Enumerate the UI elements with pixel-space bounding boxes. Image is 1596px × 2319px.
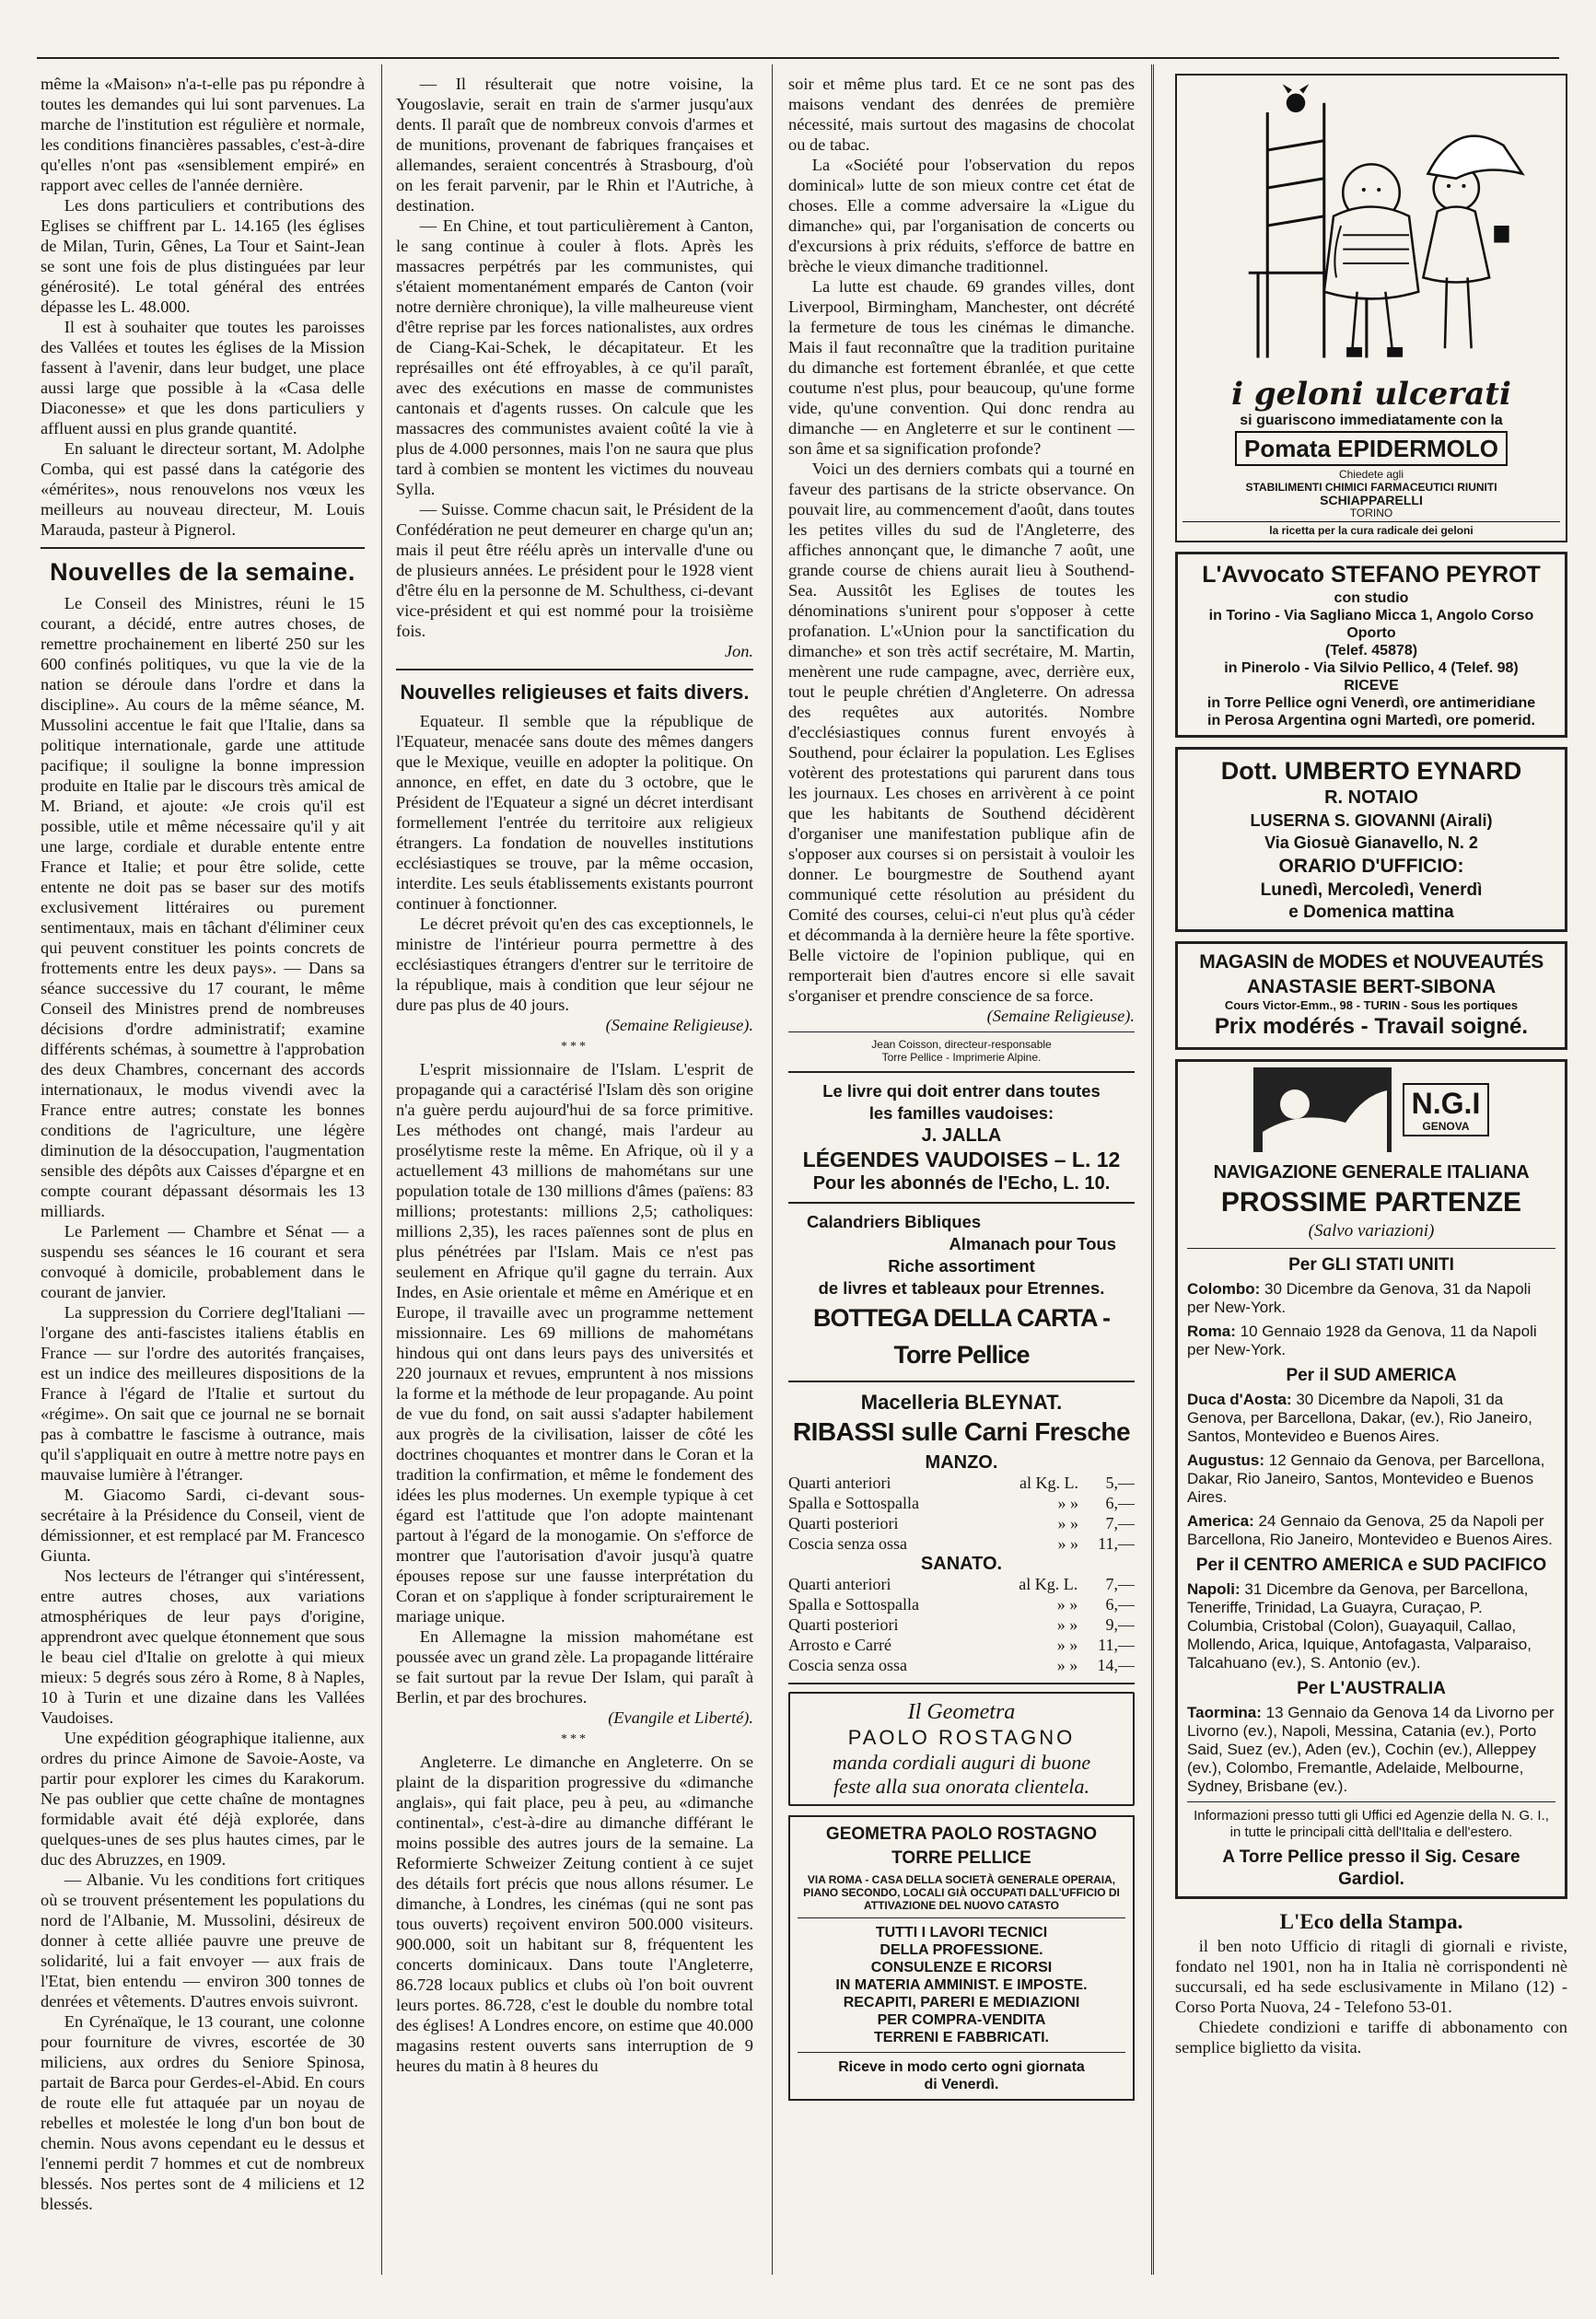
section-rule	[41, 547, 365, 549]
ad-line: di Venerdì.	[924, 2077, 999, 2092]
item-unit: » »	[1056, 1656, 1078, 1674]
departures-list	[1187, 1254, 1555, 1796]
price-table-manzo	[788, 1473, 1135, 1554]
price-row	[788, 1635, 1135, 1655]
rule	[788, 1202, 1135, 1204]
ad-epidermolo	[1175, 74, 1567, 542]
ship-name: Augustus:	[1187, 1451, 1265, 1469]
price-row	[788, 1493, 1135, 1513]
ad-line: MAGASIN de MODES et NOUVEAUTÉS	[1199, 951, 1544, 973]
departure-item	[1187, 1451, 1555, 1507]
ad-line: in Torino - Via Sagliano Micca 1, Angolo Corso Oporto	[1208, 608, 1534, 641]
ad-line: si guariscono immediatamente con la	[1240, 413, 1503, 428]
item-price: 6,—	[1105, 1494, 1135, 1512]
ad-line: in Perosa Argentina ogni Martedì, ore pomerid.	[1207, 713, 1535, 728]
girl-chair-illustration-icon	[1182, 79, 1560, 372]
imprint-director: Jean Coisson, directeur-responsable	[871, 1038, 1052, 1051]
ad-avvocato-peyrot	[1175, 552, 1567, 738]
ad-line: LUSERNA S. GIOVANNI (Airali)	[1250, 811, 1493, 830]
item-name: Coscia senza ossa	[788, 1534, 907, 1553]
ship-name: Colombo:	[1187, 1280, 1261, 1298]
item-price: 9,—	[1105, 1615, 1135, 1634]
paragraph: Voici un des derniers combats qui a tourné en faveur des partisans de la stricte observance. On pouvait lire, au commencement d'août, dans toutes les petites villes du sud de l'Angleterre, des affiches annonçant que, le dimanche 7 août, une grande course de chiens aurait lieu à Southend-Sea. Aussitôt les Eglises de toutes les dénominations s'unirent pour s'opposer à cette profanation. L'«Union pour la sanctification du dimanche» et son très actif secrétaire, M. Martin, menèrent une rude campagne, avec, derrière eux, tout le peuple chrétien d'Angleterre. On adressa des requêtes aux autorités. Nombre d'ecclésiastiques connus furent envoyés à Southend, pour éclairer la population. Les Eglises votèrent des protestations qui parurent dans tous les journaux. Les choses en arrivèrent à ce point que les habitants de Southend décidèrent d'organiser une manifestation publique afin de s'opposer aux courses si on persistait à vouloir les donner. Le bourgmestre de Southend ayant communiqué cette résolution au président du Comité des courses, celui-ci n'eut plus qu'à céder et décommanda à la dernière heure la fête sportive. Belle victoire de l'opinion publique, qui en remporterait bien d'autres encore si elle savait s'organiser et prendre conscience de sa force.	[788, 460, 1135, 1005]
ad-name: PAOLO ROSTAGNO	[847, 1726, 1076, 1749]
item-name: Quarti posteriori	[788, 1514, 899, 1532]
separator: ***	[561, 1732, 588, 1746]
ad-geometra-auguri	[788, 1692, 1135, 1806]
ad-line: la ricetta per la cura radicale dei geloni	[1182, 521, 1560, 537]
ngi-logo	[1403, 1083, 1490, 1136]
price-row	[788, 1614, 1135, 1635]
ad-shop-name: Macelleria BLEYNAT.	[860, 1391, 1063, 1414]
category-manzo: MANZO.	[925, 1452, 998, 1473]
item-name: Spalla e Sottospalla	[788, 1494, 919, 1512]
paragraph: Une expédition géographique italienne, aux ordres du prince Aimone de Savoie-Aoste, va partir pour explorer les cimes du Karakorum. Ne pas oublier que cette chaîne de montagnes formidable avait été déjà explorée, dans quelques-unes de ses plus hautes cimes, par le duc des Abruzzes, en 1909.	[41, 1729, 365, 1869]
ad-title: GEOMETRA PAOLO ROSTAGNO	[825, 1824, 1098, 1844]
item-price: 14,—	[1097, 1656, 1135, 1674]
departure-item	[1187, 1280, 1555, 1317]
paragraph: — Il résulterait que notre voisine, la Yougoslavie, serait en train de s'armer jusqu'aux dents. Il paraît que de nombreux convois d'armes et de munitions, provenant de fabriques françaises et allemandes, seraient concentrés à Strasbourg, d'où on les ferait parvenir, par le Rhin et l'Autriche, à destination.	[396, 75, 753, 215]
ad-line: e Domenica mattina	[1288, 903, 1454, 922]
price-table-sanato	[788, 1574, 1135, 1675]
ad-title: Il Geometra	[907, 1700, 1016, 1724]
ad-line: RICEVE	[1344, 678, 1399, 693]
departure-region: Per il SUD AMERICA	[1286, 1366, 1457, 1385]
ad-line: Chiedete agli	[1338, 468, 1404, 481]
ad-address: VIA ROMA - CASA DELLA SOCIETÀ GENERALE OPERAIA, PIANO SECONDO, LOCALI GIÀ OCCUPATI DALL'UFFICIO DI ATTIVAZIONE DEL NUOVO CATASTO	[803, 1873, 1120, 1912]
item-price: 11,—	[1098, 1636, 1135, 1654]
ad-legendes-vaudoises	[788, 1080, 1135, 1194]
departure-text: 30 Dicembre da Genova, 31 da Napoli per New-York.	[1187, 1280, 1532, 1316]
ad-line: Riceve in modo certo ogni giornata	[838, 2059, 1085, 2075]
item-unit: » »	[1057, 1534, 1079, 1553]
item-unit: » »	[1056, 1615, 1078, 1634]
ad-bottega-della-carta	[788, 1211, 1135, 1373]
item-unit: al Kg. L.	[1019, 1474, 1079, 1492]
ad-agent: A Torre Pellice presso il Sig. Cesare Gardiol.	[1222, 1847, 1520, 1889]
departure-item	[1187, 1323, 1555, 1359]
price-row	[788, 1594, 1135, 1614]
source: (Semaine Religieuse).	[605, 1016, 753, 1034]
paragraph: L'esprit missionnaire de l'Islam. L'esprit de propagande qui a caractérisé l'Islam dès son origine n'a guère perdu aujourd'hui de sa force primitive. Les méthodes ont changé, mais l'ardeur au prosélytisme reste la même. En Afrique, où il y a actuellement 43 millions de mahométans sur une population totale de 130 millions d'âmes (païens: 83 millions; protestants: millions 2,5; catholiques: millions 2,35), les races païennes sont de plus en plus pénétrées par l'Islam. Mais ce n'est pas seulement en Afrique qu'il gagne du terrain. Aux Indes, en Asie orientale et même en Amérique et en Europe, il travaille avec un programme nettement missionnaire. Les 69 millions de mahométans hindous qui ont dans leurs pays des universités et 220 journaux et revues, empruntent à nos missions la forme et la méthode de leur propagande. Au point de vue du fond, on sait aussi s'adapter habilement aux progrès de la civilisation, laisser de côté les doctrines choquantes et montrer dans le Coran et la tradition la confirmation, et même le fondement des idées les plus modernes. Un exemple typique à cet égard est l'attitude que l'on adopte maintenant partout à l'égard de la monogamie. On s'efforce de montrer que l'autorisation d'avoir jusqu'à quatre épouses repose sur une fausse interprétation du Coran et on s'applique à fonder scripturairement le mariage unique.	[396, 1060, 753, 1626]
section-heading: Nouvelles religieuses et faits divers.	[400, 681, 750, 704]
paragraph: En saluant le directeur sortant, M. Adolphe Comba, qui est passé dans la catégorie des «émérites», nous renouvelons nos vœux les meilleurs au nouveau directeur, M. Louis Marauda, pasteur à Pignerol.	[41, 439, 365, 539]
column-3	[788, 74, 1135, 2284]
ad-line: Calandriers Bibliques	[807, 1212, 982, 1231]
ad-line: STABILIMENTI CHIMICI FARMACEUTICI RIUNITI	[1245, 481, 1497, 494]
item-name: Quarti posteriori	[788, 1615, 899, 1634]
price-row	[788, 1533, 1135, 1554]
paragraph: Chiedete condizioni e tariffe di abbonamento con semplice biglietto da visita.	[1175, 2018, 1567, 2057]
ad-line: Riche assortiment	[888, 1256, 1035, 1276]
paragraph: — En Chine, et tout particulièrement à Canton, le sang continue à couler à flots. Après les massacres perpétrés par les communistes, qui s'étaient momentanément emparés de Canton (voir notre dernière chronique), la ville malheureuse vient d'être reprise par les forces nationalistes, aux ordres de Ciang-Kai-Schek, le décapitateur. Et les représailles ont été effroyables, à ce qu'il paraît, avec des exécutions en masse de communistes cantonais et d'agents russes. On calcule que les massacres des communistes avaient coûté la vie à plus de 4.000 personnes, mais l'on ne saura que plus tard à combien se montent les victimes du nouveau Sylla.	[396, 216, 753, 498]
paragraph: il ben noto Ufficio di ritagli di giornali e riviste, fondato nel 1901, non ha in Italia nè corrispondenti nè succursali, ed ha sede esclusivamente in Milano (12) - Corso Porta Nuova, 24 - Telefono 53-01.	[1175, 1937, 1567, 2016]
rule	[798, 2052, 1125, 2053]
price-row	[788, 1513, 1135, 1533]
ad-name: L'Avvocato STEFANO PEYROT	[1202, 562, 1541, 588]
column-rule	[772, 64, 773, 2275]
item-name: Quarti anteriori	[788, 1575, 891, 1593]
paragraph: La suppression du Corriere degl'Italiani — l'organe des anti-fascistes italiens établis en France — sur l'ordre des autorités françaises, est un indice des meilleures dispositions de la France à l'égard de l'Italie et surtout du «régime». On sait que ce journal ne se bornait pas à combattre le fascisme à outrance, mais qu'il s'appliquait en outre à mettre notre pays en mauvaise lumière à l'étranger.	[41, 1303, 365, 1484]
departure-region: Per GLI STATI UNITI	[1288, 1255, 1454, 1275]
item-price: 11,—	[1098, 1534, 1135, 1553]
rule	[1187, 1248, 1555, 1249]
signature: Jon.	[724, 642, 753, 660]
paragraph: M. Giacomo Sardi, ci-devant sous-secrétaire à la Présidence du Conseil, vient de démissionner, et est remplacé par M. Francesco Giunta.	[41, 1486, 365, 1565]
ad-line: TERRENI E FABBRICATI.	[874, 2030, 1049, 2045]
paragraph: Le Conseil des Ministres, réuni le 15 courant, a décidé, entre autres choses, de remettre prochainement en liberté 250 sur les 600 confinés politiques, vu que la vie de la nation se déroule dans l'ordre et dans la discipline». Au cours de la même séance, M. Mussolini accentue le fait que l'Italie, dans sa politique internationale, garde une attitude pacifique; il souligne la bonne impression produite en Italie par le discours très amical de M. Briand, et ajoute: «Je crois qu'il est possible, utile et même nécessaire qu'il y ait une large, cordiale et durable entente entre France et Italie; et pour être solide, cette entente ne doit pas se baser sur des motifs exclusivement littéraires ou purement sentimentaux, mais en tâchant d'éliminer ceux qui peuvent constituer les points concrets de frottements entre les deux pays». — Dans sa séance successive du 17 courant, le même Conseil des Ministres prend de nombreuses décisions d'ordre administratif; examine différents schémas, à soumettre à l'approbation des deux Chambres, concernant des accords internationaux, le modus vivendi avec la France entre autres; constate les bonnes conditions de l'agriculture, une légère diminution de la désoccupation, l'augmentation sensible des dépôts aux Caisses d'épargne et en compte courant dépassant désormais les 13 milliards.	[41, 594, 365, 1220]
ad-notaio-eynard	[1175, 747, 1567, 932]
ad-title: PROSSIME PARTENZE	[1220, 1187, 1522, 1218]
ad-author: J. JALLA	[921, 1125, 1002, 1146]
ship-name: Roma:	[1187, 1323, 1236, 1340]
ad-info: Informazioni presso tutti gli Uffici ed Agenzie della N. G. I., in tutte le principali città dell'Italia e dell'estero.	[1194, 1808, 1549, 1840]
ad-line: CONSULENZE E RICORSI	[870, 1960, 1053, 1975]
ad-subtitle: (Salvo variazioni)	[1308, 1221, 1435, 1241]
ad-line: Pour les abonnés de l'Echo, L. 10.	[812, 1173, 1111, 1194]
item-name: Arrosto e Carré	[788, 1636, 891, 1654]
departure-item	[1187, 1580, 1555, 1672]
column-rule	[1151, 64, 1154, 2275]
column-4	[1175, 74, 1567, 2302]
column-2	[396, 74, 753, 2284]
ship-illustration-icon	[1253, 1067, 1392, 1152]
ship-name: Napoli:	[1187, 1580, 1241, 1598]
item-name: Spalla e Sottospalla	[788, 1595, 919, 1614]
ad-geometra-studio	[788, 1815, 1135, 2101]
ad-product: Pomata EPIDERMOLO	[1235, 431, 1508, 466]
paragraph: Equateur. Il semble que la république de l'Equateur, menacée sans doute des mêmes dangers que le Mexique, veuille en adopter la politique. On annonce, en effet, en date du 3 octobre, que le Président de l'Equateur a signé un décret interdisant formellement l'entrée du territoire aux religieux étrangers. La fondation de nouvelles institutions ecclésiastiques se trouve, par la même occasion, interdite. Les seuls établissements existants pourront continuer à fonctionner.	[396, 712, 753, 913]
departure-text: 13 Gennaio da Genova 14 da Livorno per Livorno (ev.), Napoli, Messina, Catania (ev.), Porto Said, Suez (ev.), Aden (ev.), Cochin (ev.), Alleppey (ev.), Colombo, Fremantle, Adelaide, Melbourne, Sydney, Brisbane (ev.).	[1187, 1704, 1555, 1795]
ad-line: manda cordiali auguri di buone	[832, 1751, 1091, 1774]
price-row	[788, 1655, 1135, 1675]
ad-line: TORINO	[1349, 507, 1393, 519]
separator: ***	[561, 1040, 588, 1054]
price-row	[788, 1473, 1135, 1493]
logo-sub: GENOVA	[1422, 1120, 1470, 1133]
ad-line: in Torre Pellice ogni Venerdì, ore antimeridiane	[1206, 695, 1536, 711]
departure-text: 12 Gennaio da Genova, per Barcellona, Dakar, Rio Janeiro, Santos, Montevideo e Buenos Aires.	[1187, 1451, 1545, 1506]
ad-line: feste alla sua onorata clientela.	[833, 1775, 1090, 1798]
rule	[1187, 1801, 1555, 1802]
ad-shop-name: BOTTEGA DELLA CARTA - Torre Pellice	[813, 1304, 1110, 1369]
item-price: 6,—	[1105, 1595, 1135, 1614]
ngi-logo-row	[1187, 1067, 1555, 1152]
ad-line: R. NOTAIO	[1324, 787, 1418, 808]
price-row	[788, 1574, 1135, 1594]
ad-line: (Telef. 45878)	[1324, 643, 1418, 658]
rule	[798, 1917, 1125, 1918]
departure-item	[1187, 1512, 1555, 1549]
departure-text: 10 Gennaio 1928 da Genova, 11 da Napoli per New-York.	[1187, 1323, 1537, 1358]
ad-line: Prix modérés - Travail soigné.	[1214, 1014, 1529, 1039]
departure-region: Per L'AUSTRALIA	[1297, 1679, 1446, 1698]
ad-line: de livres et tableaux pour Etrennes.	[818, 1278, 1105, 1298]
paragraph: Il est à souhaiter que toutes les paroisses des Vallées et toutes les églises de la Mission fassent à l'avenir, dans leur budget, une place aussi large que possible à la «Casa delle Diaconesse» et que les dons particuliers y affluent aussi en plus grande quantité.	[41, 318, 365, 437]
source: (Evangile et Liberté).	[608, 1708, 753, 1727]
ad-line: IN MATERIA AMMINIST. E IMPOSTE.	[835, 1977, 1088, 1993]
ad-line: DELLA PROFESSIONE.	[880, 1942, 1043, 1958]
ad-line: Almanach pour Tous	[949, 1234, 1116, 1253]
item-name: Quarti anteriori	[788, 1474, 891, 1492]
paragraph: En Cyrénaïque, le 13 courant, une colonne pour fourniture de vivres, escortée de 30 miliciens, aux ordres du Seniore Spinosa, partait de Barca pour Gerdes-el-Abid. En cours de route elle fut attaquée par un noyau de rebelles et molestée le long d'un bon bout de chemin. Nous avons cependant eu le dessus et l'ennemi perdit 7 hommes et cut de nombreux blessés. Nos pertes sont de 4 miliciens et 12 blessés.	[41, 2012, 365, 2213]
ship-name: America:	[1187, 1512, 1254, 1530]
ad-line: les familles vaudoises:	[868, 1103, 1054, 1123]
item-price: 7,—	[1105, 1575, 1135, 1593]
logo-text: N.G.I	[1411, 1087, 1481, 1120]
departure-item	[1187, 1704, 1555, 1796]
ad-town: TORRE PELLICE	[891, 1848, 1031, 1868]
ad-line: SCHIAPPARELLI	[1320, 493, 1423, 507]
rule	[788, 1031, 1135, 1032]
paragraph: même la «Maison» n'a-t-elle pas pu répondre à toutes les demandes qui lui sont parvenues. La marche de l'institution est régulière et normale, les conditions financières passables, c'est-à-dire qu'elles n'ont pas «sensiblement empiré» en rapport avec celles de l'année dernière.	[41, 75, 365, 194]
eco-title: L'Eco della Stampa.	[1279, 1910, 1463, 1933]
ad-name: ANASTASIE BERT-SIBONA	[1246, 976, 1497, 997]
paragraph: soir et même plus tard. Et ce ne sont pas des maisons vendant des denrées de première nécessité, mais surtout des magasins de chocolat ou de tabac.	[788, 75, 1135, 154]
paragraph: Le décret prévoit qu'en des cas exceptionnels, le ministre de l'intérieur pourra permettre à des ecclésiastiques étrangers d'entrer sur le territoire de la république, mais à condition que leur séjour ne dure pas plus de 40 jours.	[396, 915, 753, 1014]
ad-line: Cours Victor-Emm., 98 - TURIN - Sous les portiques	[1224, 998, 1519, 1012]
ad-line: Lunedì, Mercoledì, Venerdì	[1260, 880, 1483, 900]
ad-line: TUTTI I LAVORI TECNICI	[875, 1925, 1048, 1940]
departure-item	[1187, 1391, 1555, 1446]
ad-line: PER COMPRA-VENDITA	[877, 2012, 1046, 2028]
item-name: Coscia senza ossa	[788, 1656, 907, 1674]
ad-navigazione	[1175, 1059, 1567, 1899]
paragraph: — Suisse. Comme chacun sait, le Président de la Confédération ne peut demeurer en charge qu'un an; mais il peut être réélu après un intervalle d'une ou de plusieurs années. Le président pour le 1928 vient d'être élu en la personne de M. Schulthess, ci-devant vice-président et qui est nommé pour la troisième fois.	[396, 500, 753, 640]
paragraph: Les dons particuliers et contributions des Eglises se chiffrent par L. 14.165 (les églises de Milan, Turin, Gênes, La Tour et Saint-Jean se sont une fois de plus distinguées par leur générosité). Le total général des entrées dépasse les L. 48.000.	[41, 196, 365, 316]
ad-line: in Pinerolo - Via Silvio Pellico, 4 (Telef. 98)	[1224, 660, 1519, 676]
ad-line: Via Giosuè Gianavello, N. 2	[1264, 833, 1478, 852]
source: (Semaine Religieuse).	[986, 1007, 1135, 1025]
imprint-printer: Torre Pellice - Imprimerie Alpine.	[881, 1051, 1042, 1064]
ad-line: RECAPITI, PARERI E MEDIAZIONI	[843, 1995, 1080, 2010]
ad-name: Dott. UMBERTO EYNARD	[1220, 757, 1522, 785]
ad-slogan: RIBASSI sulle Carni Fresche	[792, 1417, 1131, 1446]
rule	[788, 1381, 1135, 1382]
ad-magasin-modes	[1175, 941, 1567, 1050]
section-heading: Nouvelles de la semaine.	[50, 558, 355, 586]
category-sanato: SANATO.	[920, 1554, 1003, 1574]
paragraph: En Allemagne la mission mahométane est poussée avec un grand zèle. La propagande littéraire se fait surtout par la revue Der Islam, qui paraît à Berlin, et par des brochures.	[396, 1627, 753, 1707]
ad-title: LÉGENDES VAUDOISES – L. 12	[802, 1148, 1121, 1171]
paragraph: — Albanie. Vu les conditions fort critiques où se trouvent présentement les populations du nord de l'Albanie, M. Mussolini, désireux de donner à cette alliée pauvre une preuve de solidarité, lui a fait envoyer — aux frais de l'Etat, bien entendu — environ 300 tonnes de denrées et vêtements. D'autres envois suivront.	[41, 1870, 365, 2010]
departure-text: 30 Dicembre da Napoli, 31 da Genova, per Barcellona, Dakar, (ev.), Rio Janeiro, Santos, Montevideo e Buenos Aires.	[1187, 1391, 1532, 1445]
paragraph: Angleterre. Le dimanche en Angleterre. On se plaint de la disparition progressive du «dimanche anglais», qui fait place, peu à peu, au «dimanche continental», c'est-à-dire au dimanche différant le moins possible des autres jours de la semaine. La Reformierte Schweizer Zeitung contient à ce sujet des détails fort précis que nous allons résumer. Le dimanche, à Londres, les cinémas (qui ne sont pas tous ouverts) reçoivent environ 500.000 visiteurs. 900.000, soit un habitant sur 8, fréquentent les concerts dominicaux. Dans toute l'Angleterre, 86.728 locaux publics et clubs où l'on boit ouvrent leurs portes. 86.728, c'est le double du nombre total des églises! A Londres encore, on estime que 40.000 magasins restent ouverts sans interruption de 9 heures du matin à 8 heures du	[396, 1753, 753, 2075]
departure-text: 31 Dicembre da Genova, per Barcellona, Teneriffe, Trinidad, La Guayra, Curaçao, P. Columbia, Cristobal (Colon), Guayaquil, Callao, Mollendo, Arica, Iquique, Antofagasta, Valparaiso, Talcahuano (ev.), S. Antonio (ev.).	[1187, 1580, 1532, 1672]
departure-region: Per il CENTRO AMERICA e SUD PACIFICO	[1195, 1556, 1547, 1575]
item-price: 7,—	[1105, 1514, 1135, 1532]
departure-text: 24 Gennaio da Genova, 25 da Napoli per Barcellona, Rio Janeiro, Montevideo e Buenos Aires.	[1187, 1512, 1553, 1548]
ad-macelleria	[788, 1390, 1135, 1675]
ad-line: con studio	[1334, 590, 1409, 606]
company-name: NAVIGAZIONE GENERALE ITALIANA	[1213, 1162, 1530, 1183]
paragraph: La lutte est chaude. 69 grandes villes, dont Liverpool, Birmingham, Manchester, ont décrété la fermeture de tous les cinémas le dimanche. Mais il faut reconnaître que la tradition puritaine du dimanche est fortement ébranlée, et que cette coutume n'est plus, pour beaucoup, qu'une forme vide, qu'une convention. Qui donc rendra au dimanche — en Angleterre et sur le continent — son âme et sa signification profonde?	[788, 277, 1135, 458]
column-1	[41, 74, 365, 2284]
ship-name: Duca d'Aosta:	[1187, 1391, 1292, 1408]
top-rule	[37, 57, 1559, 59]
eco-della-stampa	[1175, 1908, 1567, 2057]
ad-line: Le livre qui doit entrer dans toutes	[822, 1081, 1101, 1101]
rule	[788, 1683, 1135, 1684]
section-rule	[396, 669, 753, 670]
column-rule	[381, 64, 382, 2275]
rule	[788, 1071, 1135, 1073]
ad-line: ORARIO D'UFFICIO:	[1278, 856, 1464, 877]
paragraph: Le Parlement — Chambre et Sénat — a suspendu ses séances le 16 courant et sera convoqué à domicile, probablement dans le courant de janvier.	[41, 1222, 365, 1301]
ad-headline: i geloni ulcerati	[1231, 376, 1511, 413]
item-price: 5,—	[1105, 1474, 1135, 1492]
item-unit: al Kg. L.	[1019, 1575, 1078, 1593]
item-unit: » »	[1056, 1595, 1078, 1614]
item-unit: » »	[1057, 1494, 1079, 1512]
item-unit: » »	[1057, 1514, 1079, 1532]
ship-name: Taormina:	[1187, 1704, 1262, 1721]
paragraph: Nos lecteurs de l'étranger qui s'intéressent, entre autres choses, aux variations atmosphériques de leur pays d'origine, apprendront avec quelque étonnement que sous le beau ciel d'Italie on grelotte à qui mieux mieux: 5 degrés sous zéro à Rome, 8 à Naples, 10 à Turin et une dizaine dans les Vallées Vaudoises.	[41, 1567, 365, 1727]
paragraph: La «Société pour l'observation du repos dominical» lutte de son mieux contre cet état de choses. Elle a comme adversaire la «Ligue du dimanche» qui, par l'organisation de concerts ou d'excursions à prix réduits, s'efforce de battre en brèche le vieux dimanche traditionnel.	[788, 156, 1135, 275]
item-unit: » »	[1056, 1636, 1078, 1654]
